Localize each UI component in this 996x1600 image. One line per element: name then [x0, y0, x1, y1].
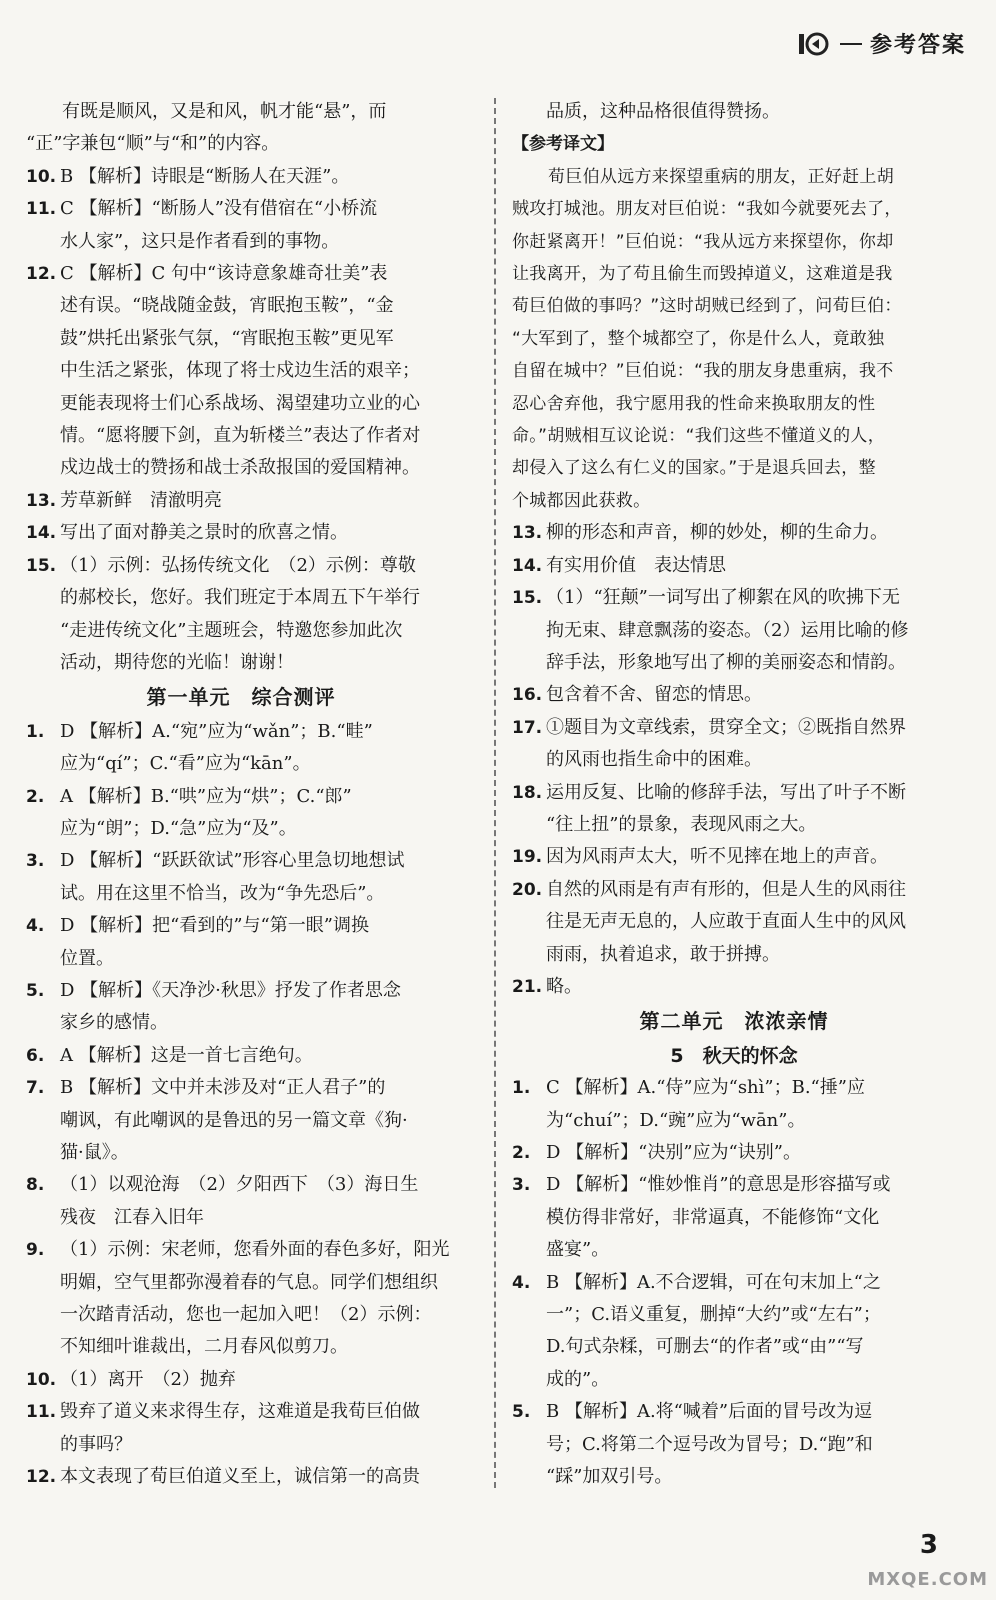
answer-line: [512, 1267, 956, 1299]
answer-text: A 【解析】B.“哄”应为“烘”；C.“郎”: [60, 785, 352, 807]
continued-line: 品质，这种品格很值得赞扬。: [546, 101, 780, 122]
answer-line: [26, 452, 456, 484]
answer-text: D 【解析】把“看到的”与“第一眼”调换: [60, 915, 369, 937]
lesson5-question-5: [512, 1396, 956, 1493]
answer-line: [26, 1234, 456, 1266]
answer-line: [512, 1396, 956, 1428]
answer-line: [26, 878, 456, 910]
answer-text: B 【解析】A.将“喊着”后面的冒号改为逗: [546, 1401, 873, 1423]
answer-text: 猫·鼠》。: [60, 1142, 129, 1163]
answer-text: D 【解析】“决别”应为“诀别”。: [546, 1142, 801, 1163]
lesson5-question-1: [512, 1072, 956, 1137]
answer-line: [26, 193, 456, 225]
answer-text: C 【解析】“断肠人”没有借宿在“小桥流: [60, 198, 378, 220]
answer-line: [26, 355, 456, 387]
question-number: 8.: [26, 1175, 45, 1196]
answer-text: 水人家”，这只是作者看到的事物。: [60, 230, 340, 252]
answer-line: [512, 841, 956, 873]
answer-line: [26, 1364, 456, 1396]
question-number: 3.: [26, 851, 45, 872]
answer-line: [512, 874, 956, 906]
answer-line: [26, 550, 456, 582]
answer-line: [26, 647, 456, 679]
answer-line: [512, 1105, 956, 1137]
answer-line: [26, 975, 456, 1007]
intro-text: [26, 96, 456, 161]
answer-line: [26, 290, 456, 322]
answer-line: [512, 971, 956, 1003]
answer-line: [26, 1461, 456, 1493]
question-13: [26, 485, 456, 517]
answer-line: [512, 906, 956, 938]
translation-line: 让我离开，为了苟且偷生而毁掉道义，这难道是我: [512, 264, 893, 285]
answer-text: 一次踏青活动，您也一起加入吧！（2）示例：: [60, 1304, 432, 1326]
answer-line: [26, 615, 456, 647]
answer-line: [26, 226, 456, 258]
book-logo-icon: [796, 30, 832, 58]
question-number: 12.: [26, 1467, 57, 1488]
answer-line: [26, 910, 456, 942]
answer-line: [26, 582, 456, 614]
question-18: [512, 777, 956, 842]
question-number: 14.: [26, 523, 57, 544]
answer-text: 成的”。: [546, 1368, 610, 1390]
translation-line: 贼攻打城池。朋友对巨伯说：“我如今就要死去了，: [512, 199, 902, 220]
translation-title: 【参考译文】: [512, 134, 614, 155]
question-number: 11.: [26, 1402, 57, 1423]
question-20: [512, 874, 956, 971]
question-number: 3.: [512, 1175, 531, 1196]
question-number: 10.: [26, 1369, 57, 1390]
answer-line: [26, 258, 456, 290]
unit1-question-12: [26, 1461, 456, 1493]
question-16: [512, 679, 956, 711]
unit1-question-9: [26, 1234, 456, 1364]
answer-text: 写出了面对静美之景时的欣喜之情。: [60, 522, 348, 544]
answer-line: [26, 1299, 456, 1331]
answer-line: [512, 1461, 956, 1493]
answer-line: [26, 781, 456, 813]
answer-line: [512, 809, 956, 841]
unit1-question-4: [26, 910, 456, 975]
answer-text: 有实用价值 表达情思: [546, 554, 726, 576]
section-title-unit1-test: 第一单元 综合测评: [146, 685, 336, 710]
question-number: 7.: [26, 1078, 45, 1099]
answer-line: [26, 1331, 456, 1363]
answer-text: 拘无束、肆意飘荡的姿态。（2）运用比喻的修: [546, 619, 909, 641]
answer-line: [26, 1429, 456, 1461]
translation-line: 却侵入了这么有仁义的国家。”于是退兵回去，整: [512, 458, 876, 479]
answer-text: 往是无声无息的，人应敢于直面人生中的风风: [546, 911, 906, 933]
answer-line: [26, 1105, 456, 1137]
answer-line: [512, 1234, 956, 1266]
answer-text: 残夜 江春入旧年: [60, 1206, 204, 1228]
answer-text: 中生活之紧张，体现了将士戍边生活的艰辛；: [60, 360, 420, 382]
question-number: 2.: [512, 1143, 531, 1163]
question-15: [512, 582, 956, 679]
translation-line: 命。”胡贼相互议论说：“我们这些不懂道义的人，: [512, 426, 886, 447]
answer-line: [26, 1267, 456, 1299]
answer-text: “踩”加双引号。: [546, 1466, 673, 1488]
answer-line: [26, 748, 456, 780]
answer-line: [512, 615, 956, 647]
answer-text: 明媚，空气里都弥漫着春的气息。同学们想组织: [60, 1271, 438, 1293]
answer-text: 应为“朗”；D.“急”应为“及”。: [60, 817, 297, 839]
answer-text: （1）以观沧海 （2）夕阳西下 （3）海日生: [60, 1174, 419, 1196]
question-11: [26, 193, 456, 258]
answer-text: 略。: [546, 975, 582, 997]
answer-text: “走进传统文化”主题班会，特邀您参加此次: [60, 619, 403, 641]
answer-line: [512, 1169, 956, 1201]
answer-text: （1）示例：宋老师，您看外面的春色多好，阳光: [60, 1239, 450, 1261]
answer-text: 的郝校长，您好。我们班定于本周五下午举行: [60, 587, 420, 609]
section-title-unit2: 第二单元 浓浓亲情: [639, 1009, 829, 1034]
answer-text: ①题目为文章线索，贯穿全文；②既指自然界: [546, 716, 906, 738]
translation-line: 忍心舍弃他，我宁愿用我的性命来换取朋友的性: [512, 393, 876, 414]
question-number: 21.: [512, 976, 543, 997]
answer-text: D.句式杂糅，可删去“的作者”或“由”“写: [546, 1336, 864, 1358]
watermark-text: MXQE.COM: [867, 1569, 988, 1590]
answer-text: C 【解析】A.“侍”应为“shì”；B.“捶”应: [546, 1077, 865, 1099]
answer-line: [512, 647, 956, 679]
translation-line: “大军到了，整个城都空了，你是什么人，竟敢独: [512, 328, 885, 349]
answer-line: [512, 1202, 956, 1234]
answer-line: [512, 1299, 956, 1331]
answer-line: [512, 744, 956, 776]
answer-line: [512, 1429, 956, 1461]
answer-text: B 【解析】A.不合逻辑，可在句末加上“之: [546, 1271, 881, 1293]
answer-line: [26, 943, 456, 975]
question-14: [26, 517, 456, 549]
answer-text: 家乡的感情。: [60, 1012, 168, 1034]
question-number: 1.: [512, 1078, 531, 1099]
answer-text: A 【解析】这是一首七言绝句。: [60, 1044, 313, 1066]
question-number: 15.: [512, 588, 543, 609]
question-number: 4.: [26, 916, 45, 937]
answer-line: [26, 517, 456, 549]
answer-text: 嘲讽，有此嘲讽的是鲁迅的另一篇文章《狗·: [60, 1109, 408, 1131]
answer-line: [26, 1072, 456, 1104]
answer-text: 的事吗？: [60, 1433, 132, 1455]
translation-line: 荀巨伯从远方来探望重病的朋友，正好赶上胡: [548, 166, 894, 187]
header-title: 参考答案: [869, 33, 966, 58]
question-21: [512, 971, 956, 1003]
answer-line: [26, 1202, 456, 1234]
question-number: 5.: [512, 1402, 531, 1423]
answer-text: 芳草新鲜 清澈明亮: [60, 489, 222, 511]
question-number: 14.: [512, 555, 543, 576]
answer-text: 述有误。“晓战随金鼓，宵眠抱玉鞍”，“金: [60, 295, 394, 317]
answer-text: 盛宴”。: [546, 1239, 610, 1261]
answer-line: [26, 323, 456, 355]
answer-text: 不知细叶谁裁出，二月春风似剪刀。: [60, 1336, 348, 1358]
column-divider: [494, 98, 496, 1488]
answer-line: [26, 1040, 456, 1072]
answer-line: [512, 939, 956, 971]
answer-line: [26, 161, 456, 193]
answer-text: 鼓”烘托出紧张气氛，“宵眠抱玉鞍”更见军: [60, 327, 394, 349]
question-number: 6.: [26, 1045, 45, 1066]
answer-line: [512, 517, 956, 549]
lesson-title: 5 秋天的怀念: [670, 1044, 798, 1067]
answer-text: 位置。: [60, 947, 114, 969]
question-number: 13.: [26, 490, 57, 511]
question-number: 4.: [512, 1272, 531, 1293]
answer-text: 自然的风雨是有声有形的，但是人生的风雨往: [546, 878, 906, 900]
answer-line: [26, 813, 456, 845]
answer-line: [512, 550, 956, 582]
question-number: 20.: [512, 879, 543, 900]
answer-text: C 【解析】C 句中“该诗意象雄奇壮美”表: [60, 263, 388, 285]
question-number: 17.: [512, 717, 543, 738]
answer-text: 戍边战士的赞扬和战士杀敌报国的爱国精神。: [60, 457, 420, 479]
reference-translation: [512, 161, 956, 517]
answer-text: 因为风雨声太大，听不见摔在地上的声音。: [546, 846, 888, 868]
answer-text: 应为“qí”；C.“看”应为“kān”。: [60, 753, 311, 775]
question-number: 5.: [26, 980, 45, 1001]
answer-text: 辞手法，形象地写出了柳的美丽姿态和情韵。: [546, 651, 906, 673]
answer-text: D 【解析】A.“宛”应为“wǎn”；B.“畦”: [60, 720, 373, 742]
translation-line: 自留在城中？”巨伯说：“我的朋友身患重病，我不: [512, 361, 894, 382]
answer-text: 的风雨也指生命中的困难。: [546, 749, 762, 771]
answer-text: 为“chuí”；D.“豌”应为“wān”。: [546, 1109, 806, 1131]
page-header: [796, 28, 966, 59]
question-10: [26, 161, 456, 193]
question-number: 13.: [512, 523, 543, 544]
lesson5-question-3: [512, 1169, 956, 1266]
unit1-question-1: [26, 716, 456, 781]
answer-text: （1）“狂颠”一词写出了柳絮在风的吹拂下无: [546, 587, 900, 609]
answer-text: 运用反复、比喻的修辞手法，写出了叶子不断: [546, 781, 906, 803]
question-13: [512, 517, 956, 549]
translation-line: 个城都因此获救。: [512, 490, 651, 511]
unit1-question-5: [26, 975, 456, 1040]
question-12: [26, 258, 456, 485]
question-number: 9.: [26, 1240, 45, 1261]
answer-text: 毁弃了道义来求得生存，这难道是我荀巨伯做: [60, 1401, 420, 1423]
answer-line: [26, 388, 456, 420]
unit1-question-7: [26, 1072, 456, 1169]
answer-text: B 【解析】文中并未涉及对“正人君子”的: [60, 1077, 386, 1099]
answer-line: [512, 582, 956, 614]
answer-text: 试。用在这里不恰当，改为“争先恐后”。: [60, 882, 385, 904]
translation-line: 你赶紧离开！”巨伯说：“我从远方来探望你，你却: [512, 231, 894, 252]
unit1-question-11: [26, 1396, 456, 1461]
answer-line: [512, 679, 956, 711]
answer-text: 柳的形态和声音，柳的妙处，柳的生命力。: [546, 522, 888, 544]
answer-line: [512, 1072, 956, 1104]
answer-text: 号；C.将第二个逗号改为冒号；D.“跑”和: [546, 1433, 873, 1455]
question-number: 12.: [26, 264, 57, 285]
question-number: 16.: [512, 685, 543, 706]
question-number: 15.: [26, 555, 57, 576]
answer-text: （1）示例：弘扬传统文化 （2）示例：尊敬: [60, 554, 416, 576]
answer-line: [512, 712, 956, 744]
unit1-question-2: [26, 781, 456, 846]
answer-line: [512, 1364, 956, 1396]
intro-line: “正”字兼包“顺”与“和”的内容。: [26, 133, 280, 155]
answer-line: [26, 485, 456, 517]
answer-line: [26, 716, 456, 748]
answer-text: 包含着不舍、留恋的情思。: [546, 684, 762, 706]
intro-line: 有既是顺风，又是和风，帆才能“悬”，而: [62, 101, 387, 122]
unit1-question-6: [26, 1040, 456, 1072]
question-number: 2.: [26, 786, 45, 807]
unit1-question-10: [26, 1364, 456, 1396]
answer-line: [512, 1331, 956, 1363]
question-17: [512, 712, 956, 777]
answer-text: B 【解析】诗眼是“断肠人在天涯”。: [60, 165, 350, 187]
answer-line: [26, 1007, 456, 1039]
question-number: 1.: [26, 721, 45, 742]
question-19: [512, 841, 956, 873]
unit1-question-3: [26, 845, 456, 910]
answer-text: 本文表现了荀巨伯道义至上，诚信第一的高贵: [60, 1466, 420, 1488]
left-column: [26, 96, 456, 1493]
answer-line: [26, 1169, 456, 1201]
question-number: 19.: [512, 847, 543, 868]
answer-line: [26, 420, 456, 452]
answer-text: 更能表现将士们心系战场、渴望建功立业的心: [60, 392, 420, 414]
answer-text: D 【解析】《天净沙·秋思》抒发了作者思念: [60, 979, 401, 1001]
answer-line: [26, 845, 456, 877]
lesson5-question-2: [512, 1137, 956, 1169]
answer-text: D 【解析】“跃跃欲试”形容心里急切地想试: [60, 850, 405, 872]
answer-line: [512, 1137, 956, 1169]
question-14: [512, 550, 956, 582]
answer-text: D 【解析】“惟妙惟肖”的意思是形容描写或: [546, 1174, 891, 1196]
answer-line: [26, 1137, 456, 1169]
question-15: [26, 550, 456, 680]
page-number: 3: [919, 1530, 938, 1560]
answer-text: 情。“愿将腰下剑，直为斩楼兰”表达了作者对: [60, 425, 421, 447]
answer-text: 模仿得非常好，非常逼真，不能修饰“文化: [546, 1206, 880, 1228]
answer-line: [26, 1396, 456, 1428]
answer-line: [512, 777, 956, 809]
answer-text: 活动，期待您的光临！谢谢！: [60, 651, 294, 673]
unit1-question-8: [26, 1169, 456, 1234]
answer-text: 雨雨，执着追求，敢于拼搏。: [546, 943, 780, 965]
answer-text: 一”；C.语义重复，删掉“大约”或“左右”；: [546, 1304, 881, 1326]
answer-text: “往上扭”的景象，表现风雨之大。: [546, 813, 817, 835]
right-column: [512, 96, 956, 1493]
lesson5-question-4: [512, 1267, 956, 1397]
answer-text: （1）离开 （2）抛弃: [60, 1368, 236, 1390]
question-number: 11.: [26, 199, 57, 220]
question-number: 18.: [512, 782, 543, 803]
header-dash: [840, 43, 862, 45]
question-number: 10.: [26, 166, 57, 187]
translation-line: 荀巨伯做的事吗？”这时胡贼已经到了，问荀巨伯：: [512, 296, 902, 317]
